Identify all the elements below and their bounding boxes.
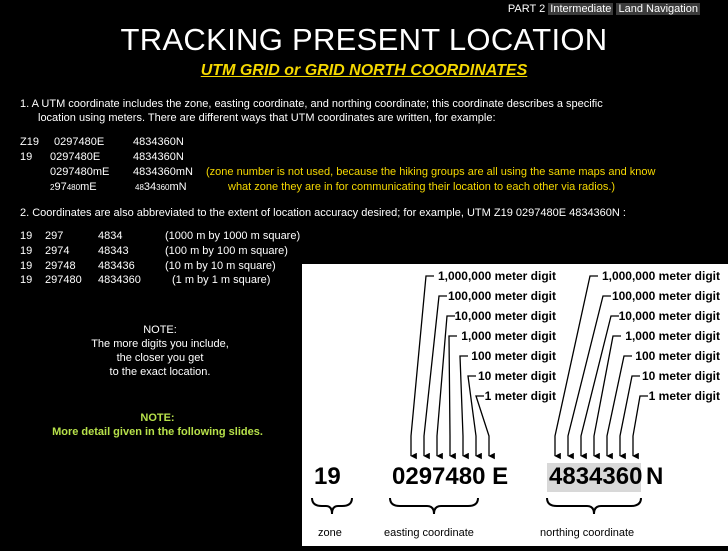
note-heading: NOTE: <box>140 412 175 424</box>
precision-desc: (10 m by 10 m square) <box>165 260 276 272</box>
example-northing: 4834360N <box>133 151 184 163</box>
digit-big: 34 <box>143 181 157 193</box>
easting-digit-arrow <box>449 336 457 456</box>
note-heading: NOTE: <box>143 324 177 336</box>
example-northing: 4834360mN <box>133 166 193 178</box>
precision-zone: 19 <box>20 245 33 257</box>
unit: mN <box>169 181 187 193</box>
zone-brace <box>312 498 352 514</box>
topic-label: Land Navigation <box>618 3 698 15</box>
northing-digit-arrow <box>633 396 648 456</box>
note-box <box>60 323 260 379</box>
precision-easting: 2974 <box>45 245 70 257</box>
precision-desc: (1 m by 1 m square) <box>172 274 271 286</box>
note-line: the closer you get <box>116 352 204 364</box>
easting-brace <box>390 498 478 514</box>
slide-title: TRACKING PRESENT LOCATION <box>120 22 608 57</box>
precision-northing: 483436 <box>98 260 135 272</box>
example-zone: Z19 <box>20 136 39 148</box>
precision-desc: (100 m by 100 m square) <box>165 245 288 257</box>
easting-digit-arrow <box>460 356 468 456</box>
precision-easting: 29748 <box>45 260 76 272</box>
digit-small: 48 <box>135 183 144 192</box>
northing-label: northing coordinate <box>540 527 635 539</box>
zone-value: 19 <box>314 463 341 490</box>
northing-digit-label: 1,000,000 meter digit <box>601 269 720 283</box>
note-line: More detail given in the following slides. <box>52 426 263 438</box>
example-easting: 0297480E <box>50 151 101 163</box>
utm-diagram-svg <box>302 264 728 546</box>
example-zone: 19 <box>20 151 33 163</box>
northing-digit-arrow <box>555 276 598 456</box>
digit-big: 97 <box>54 181 67 193</box>
easting-digit-arrow <box>468 376 476 456</box>
northing-digit-label: 10 meter digit <box>641 369 720 383</box>
precision-northing: 48343 <box>98 245 129 257</box>
precision-desc: (1000 m by 1000 m square) <box>165 230 301 242</box>
precision-zone: 19 <box>20 260 33 272</box>
northing-suffix: N <box>646 463 664 490</box>
zone-label: zone <box>318 527 342 539</box>
northing-digit-label: 1,000 meter digit <box>625 329 720 343</box>
precision-easting: 297 <box>45 230 64 242</box>
precision-northing: 4834360 <box>98 274 141 286</box>
easting-digit-arrow <box>437 316 455 456</box>
slide-subtitle: UTM GRID or GRID NORTH COORDINATES <box>200 62 528 79</box>
easting-digit-label: 100,000 meter digit <box>447 289 556 303</box>
example-note: what zone they are in for communicating their location to each other via radios.) <box>228 181 616 193</box>
easting-digit-label: 10 meter digit <box>477 369 556 383</box>
example-easting-emphasis <box>50 181 97 194</box>
northing-digit-label: 100 meter digit <box>635 349 720 363</box>
northing-brace <box>547 498 641 514</box>
easting-digit-label: 1,000,000 meter digit <box>437 269 556 283</box>
note-line: to the exact location. <box>109 366 211 378</box>
note-line: The more digits you include, <box>91 338 229 350</box>
northing-digit-label: 100,000 meter digit <box>611 289 720 303</box>
unit: mE <box>80 181 97 193</box>
digit-small: 360 <box>156 183 170 192</box>
easting-digit-label: 1 meter digit <box>484 389 556 403</box>
precision-zone: 19 <box>20 230 33 242</box>
example-easting: 0297480E <box>54 136 105 148</box>
easting-digit-arrow <box>476 396 489 456</box>
part-label: PART 2 <box>507 3 546 15</box>
utm-digit-diagram <box>302 264 728 546</box>
precision-easting: 297480 <box>45 274 82 286</box>
northing-digit-label: 1 meter digit <box>648 389 720 403</box>
example-note: (zone number is not used, because the hiking groups are all using the same maps and know <box>206 166 656 178</box>
precision-zone: 19 <box>20 274 33 286</box>
digit-small: 480 <box>66 183 81 192</box>
precision-northing: 4834 <box>98 230 123 242</box>
easting-digit-label: 1,000 meter digit <box>461 329 556 343</box>
item1-line2: location using meters. There are different ways that UTM coordinates are written, for example: <box>38 112 496 124</box>
easting-digit-label: 100 meter digit <box>471 349 556 363</box>
easting-label: easting coordinate <box>384 527 474 539</box>
easting-digit-arrow <box>424 296 447 456</box>
item1-line1: 1. A UTM coordinate includes the zone, easting coordinate, and northing coordinate; this coordinate describes a specific <box>20 98 603 110</box>
easting-digit-label: 10,000 meter digit <box>454 309 556 323</box>
northing-digit-label: 10,000 meter digit <box>618 309 720 323</box>
header-tag <box>508 3 700 15</box>
detail-note <box>20 411 295 439</box>
easting-value: 0297480 E <box>392 463 509 490</box>
item2-text: 2. Coordinates are also abbreviated to the extent of location accuracy desired; for example, UTM Z19 0297480E 4834360N : <box>20 207 626 219</box>
example-easting: 0297480mE <box>50 166 110 178</box>
northing-digit-arrow <box>568 296 611 456</box>
level-label: Intermediate <box>550 3 612 15</box>
northing-value: 4834360 <box>549 463 643 490</box>
digit-small: 2 <box>50 183 55 192</box>
easting-digit-arrow <box>411 276 434 456</box>
example-northing-emphasis <box>135 181 187 194</box>
example-northing: 4834360N <box>133 136 184 148</box>
